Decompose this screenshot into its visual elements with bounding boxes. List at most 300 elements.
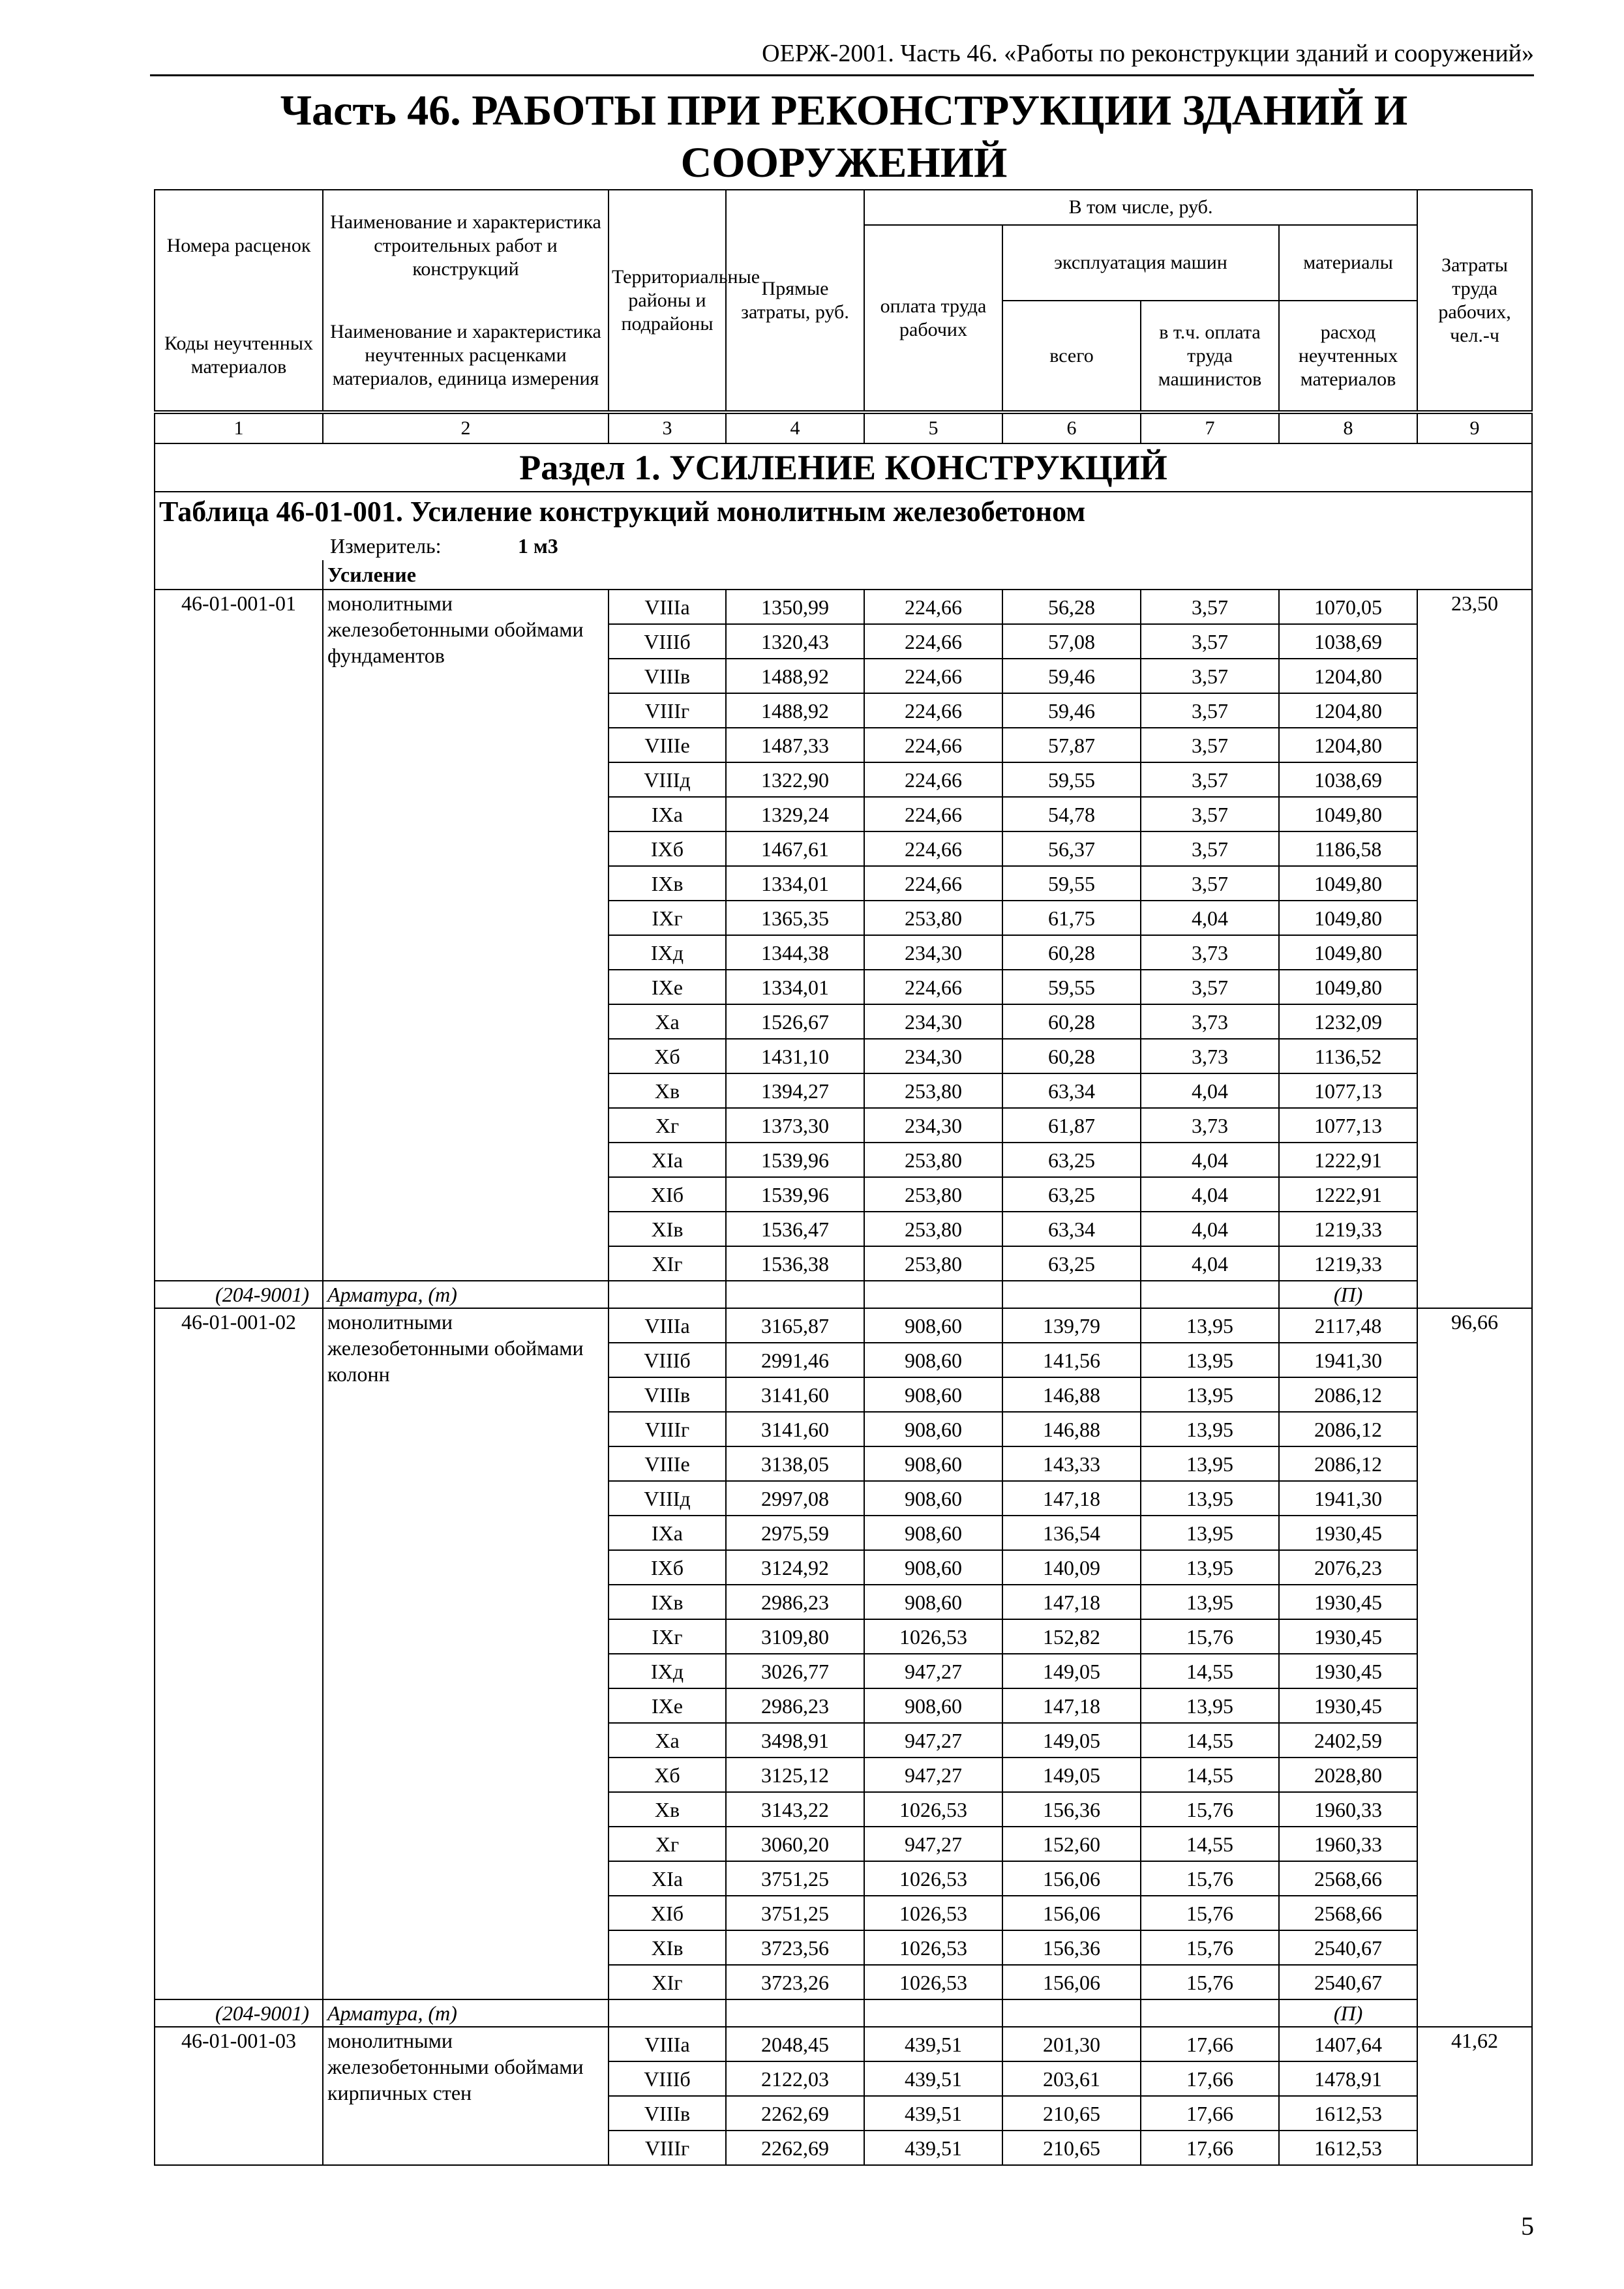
cell: 1960,33 <box>1279 1792 1417 1827</box>
cell: 139,79 <box>1002 1308 1141 1343</box>
table-row <box>155 2027 1532 2061</box>
cell: 1467,61 <box>726 831 864 866</box>
cell: 1394,27 <box>726 1073 864 1108</box>
cell: 17,66 <box>1141 2027 1279 2061</box>
cell: 57,08 <box>1002 624 1141 659</box>
cell: 156,36 <box>1002 1792 1141 1827</box>
material-row <box>155 1999 1532 2027</box>
cell: 1049,80 <box>1279 970 1417 1004</box>
header-material-codes: Коды неучтенных материалов <box>155 301 323 412</box>
cell: 1930,45 <box>1279 1654 1417 1688</box>
cell: IXа <box>609 797 726 831</box>
cell: 63,25 <box>1002 1246 1141 1281</box>
material-amount: (П) <box>1279 1999 1417 2027</box>
cell: XIв <box>609 1212 726 1246</box>
cell: 224,66 <box>864 866 1002 901</box>
column-number: 9 <box>1417 412 1532 443</box>
header-direct-costs: Прямые затраты, руб. <box>726 190 864 412</box>
header-machines-total: всего <box>1002 301 1141 412</box>
cell: 59,55 <box>1002 866 1141 901</box>
cell: 13,95 <box>1141 1343 1279 1377</box>
cell: VIIIв <box>609 1377 726 1412</box>
header-including: В том числе, руб. <box>864 190 1417 225</box>
empty-cell <box>1141 1281 1279 1308</box>
cell: 149,05 <box>1002 1654 1141 1688</box>
cell: 1026,53 <box>864 1619 1002 1654</box>
cell: 63,34 <box>1002 1212 1141 1246</box>
header-labor: Затраты труда рабочих, чел.-ч <box>1417 190 1532 412</box>
subtitle: Усиление <box>323 560 1532 590</box>
cell: 63,25 <box>1002 1143 1141 1177</box>
cell: 63,34 <box>1002 1073 1141 1108</box>
section-title-row <box>155 443 1532 492</box>
work-name: монолитными железобетонными обоймами колонн <box>323 1308 609 1999</box>
cell: Xб <box>609 1758 726 1792</box>
cell: 1941,30 <box>1279 1343 1417 1377</box>
cell: 439,51 <box>864 2061 1002 2096</box>
cell: 2086,12 <box>1279 1446 1417 1481</box>
cell: 1612,53 <box>1279 2131 1417 2165</box>
labor-cost: 23,50 <box>1417 590 1532 1308</box>
header-machinist-wages: в т.ч. оплата труда машинистов <box>1141 301 1279 412</box>
cell: VIIIв <box>609 659 726 693</box>
cell: 210,65 <box>1002 2096 1141 2131</box>
cell: 14,55 <box>1141 1723 1279 1758</box>
column-number: 1 <box>155 412 323 443</box>
cell: 210,65 <box>1002 2131 1141 2165</box>
cell: 253,80 <box>864 1073 1002 1108</box>
cell: VIIIд <box>609 1481 726 1516</box>
cell: IXг <box>609 1619 726 1654</box>
cell: 1077,13 <box>1279 1073 1417 1108</box>
cell: VIIIе <box>609 728 726 762</box>
cell: 1365,35 <box>726 901 864 935</box>
cell: 1612,53 <box>1279 2096 1417 2131</box>
labor-cost: 41,62 <box>1417 2027 1532 2165</box>
cell: IXв <box>609 1585 726 1619</box>
cell: 3141,60 <box>726 1412 864 1446</box>
cell: 61,87 <box>1002 1108 1141 1143</box>
cell: 908,60 <box>864 1481 1002 1516</box>
empty-cell <box>609 1281 726 1308</box>
cell: 253,80 <box>864 1212 1002 1246</box>
column-number: 5 <box>864 412 1002 443</box>
header-material-consumption: расход неучтенных материалов <box>1279 301 1417 412</box>
cell: 224,66 <box>864 797 1002 831</box>
empty-cell <box>1002 1281 1141 1308</box>
subtitle-spacer <box>155 560 323 590</box>
unit-cell <box>155 531 1532 560</box>
cell: 1536,38 <box>726 1246 864 1281</box>
cell: 147,18 <box>1002 1585 1141 1619</box>
cell: 3060,20 <box>726 1827 864 1861</box>
header-regions: Территориальные районы и подрайоны <box>609 190 726 412</box>
cell: 947,27 <box>864 1758 1002 1792</box>
running-header: ОЕРЖ-2001. Часть 46. «Работы по реконструкции зданий и сооружений» <box>150 39 1534 76</box>
cell: 4,04 <box>1141 1246 1279 1281</box>
cell: 203,61 <box>1002 2061 1141 2096</box>
cell: 17,66 <box>1141 2061 1279 2096</box>
cell: 3138,05 <box>726 1446 864 1481</box>
cell: VIIIб <box>609 2061 726 2096</box>
material-amount: (П) <box>1279 1281 1417 1308</box>
cell: 3,57 <box>1141 797 1279 831</box>
header-name: Наименование и характеристика строительных работ и конструкций <box>323 190 609 301</box>
cell: 141,56 <box>1002 1343 1141 1377</box>
cell: 1026,53 <box>864 1861 1002 1896</box>
cell: IXб <box>609 831 726 866</box>
cell: 3141,60 <box>726 1377 864 1412</box>
cell: 146,88 <box>1002 1377 1141 1412</box>
cell: 2402,59 <box>1279 1723 1417 1758</box>
cell: 1049,80 <box>1279 935 1417 970</box>
cell: 1077,13 <box>1279 1108 1417 1143</box>
cell: 2568,66 <box>1279 1861 1417 1896</box>
cell: 4,04 <box>1141 1073 1279 1108</box>
unit-value: 1 м3 <box>518 534 558 558</box>
cell: 3,57 <box>1141 970 1279 1004</box>
material-name: Арматура, (т) <box>323 1999 609 2027</box>
cell: 3,57 <box>1141 624 1279 659</box>
cell: 3,73 <box>1141 935 1279 970</box>
cell: 2086,12 <box>1279 1412 1417 1446</box>
cell: 2568,66 <box>1279 1896 1417 1930</box>
cell: 1038,69 <box>1279 762 1417 797</box>
cell: 1488,92 <box>726 659 864 693</box>
cell: 439,51 <box>864 2027 1002 2061</box>
empty-cell <box>726 1281 864 1308</box>
cell: 1186,58 <box>1279 831 1417 866</box>
header-machines: эксплуатация машин <box>1002 225 1279 301</box>
header-material-name: Наименование и характеристика неучтенных расценками материалов, единица измерения <box>323 301 609 412</box>
cell: 2540,67 <box>1279 1965 1417 1999</box>
cell: 156,06 <box>1002 1965 1141 1999</box>
cell: 253,80 <box>864 1177 1002 1212</box>
cell: 439,51 <box>864 2131 1002 2165</box>
cell: 54,78 <box>1002 797 1141 831</box>
page-number: 5 <box>1521 2211 1534 2241</box>
cell: 908,60 <box>864 1550 1002 1585</box>
column-number: 3 <box>609 412 726 443</box>
cell: 1222,91 <box>1279 1177 1417 1212</box>
cell: 1049,80 <box>1279 797 1417 831</box>
cell: 13,95 <box>1141 1585 1279 1619</box>
cell: VIIIб <box>609 1343 726 1377</box>
column-number: 6 <box>1002 412 1141 443</box>
cell: 3751,25 <box>726 1896 864 1930</box>
cell: 947,27 <box>864 1723 1002 1758</box>
cell: 2086,12 <box>1279 1377 1417 1412</box>
cell: 13,95 <box>1141 1377 1279 1412</box>
cell: Xг <box>609 1108 726 1143</box>
cell: 1930,45 <box>1279 1585 1417 1619</box>
cell: 13,95 <box>1141 1481 1279 1516</box>
unit-row <box>155 531 1532 560</box>
cell: 17,66 <box>1141 2096 1279 2131</box>
column-numbers-row <box>155 412 1532 443</box>
cell: 253,80 <box>864 1143 1002 1177</box>
cell: 14,55 <box>1141 1827 1279 1861</box>
cell: 156,36 <box>1002 1930 1141 1965</box>
cell: 2991,46 <box>726 1343 864 1377</box>
cell: 4,04 <box>1141 1143 1279 1177</box>
cell: VIIIб <box>609 624 726 659</box>
cell: VIIIв <box>609 2096 726 2131</box>
cell: 2986,23 <box>726 1688 864 1723</box>
cell: 1026,53 <box>864 1930 1002 1965</box>
subtitle-row <box>155 560 1532 590</box>
cell: 61,75 <box>1002 901 1141 935</box>
cell: 908,60 <box>864 1412 1002 1446</box>
cell: 3,57 <box>1141 762 1279 797</box>
cell: VIIIа <box>609 2027 726 2061</box>
cell: 224,66 <box>864 762 1002 797</box>
cell: 1930,45 <box>1279 1619 1417 1654</box>
cell: 1488,92 <box>726 693 864 728</box>
cell: 15,76 <box>1141 1619 1279 1654</box>
cell: 146,88 <box>1002 1412 1141 1446</box>
cell: IXе <box>609 1688 726 1723</box>
cell: 224,66 <box>864 728 1002 762</box>
cell: XIб <box>609 1896 726 1930</box>
page-title <box>154 85 1534 189</box>
cell: 156,06 <box>1002 1896 1141 1930</box>
cell: 1038,69 <box>1279 624 1417 659</box>
empty-cell <box>1141 1999 1279 2027</box>
cell: 1222,91 <box>1279 1143 1417 1177</box>
cell: 1407,64 <box>1279 2027 1417 2061</box>
cell: 57,87 <box>1002 728 1141 762</box>
cell: 908,60 <box>864 1688 1002 1723</box>
cell: 1344,38 <box>726 935 864 970</box>
cell: 947,27 <box>864 1654 1002 1688</box>
cell: 3124,92 <box>726 1550 864 1585</box>
cell: 3751,25 <box>726 1861 864 1896</box>
cell: 59,46 <box>1002 659 1141 693</box>
cell: 156,06 <box>1002 1861 1141 1896</box>
cell: XIб <box>609 1177 726 1212</box>
cell: IXд <box>609 1654 726 1688</box>
cell: 1049,80 <box>1279 866 1417 901</box>
cell: VIIIд <box>609 762 726 797</box>
cell: 2997,08 <box>726 1481 864 1516</box>
cell: Xг <box>609 1827 726 1861</box>
cell: 1431,10 <box>726 1039 864 1073</box>
cell: 1539,96 <box>726 1143 864 1177</box>
cell: 2048,45 <box>726 2027 864 2061</box>
cell: 908,60 <box>864 1377 1002 1412</box>
cell: 1930,45 <box>1279 1688 1417 1723</box>
cell: 3026,77 <box>726 1654 864 1688</box>
cell: VIIIг <box>609 2131 726 2165</box>
cell: 15,76 <box>1141 1930 1279 1965</box>
cell: 908,60 <box>864 1308 1002 1343</box>
cell: 1478,91 <box>1279 2061 1417 2096</box>
cell: 224,66 <box>864 693 1002 728</box>
header-codes: Номера расценок <box>155 190 323 301</box>
cell: 908,60 <box>864 1585 1002 1619</box>
header-row-1 <box>155 190 1532 225</box>
cell: Xа <box>609 1004 726 1039</box>
cell: 3109,80 <box>726 1619 864 1654</box>
cell: 13,95 <box>1141 1688 1279 1723</box>
cell: IXе <box>609 970 726 1004</box>
cell: IXд <box>609 935 726 970</box>
page-title-line2: СООРУЖЕНИЙ <box>680 139 1008 187</box>
cell: 59,55 <box>1002 970 1141 1004</box>
cell: VIIIг <box>609 1412 726 1446</box>
cell: 13,95 <box>1141 1550 1279 1585</box>
cell: 224,66 <box>864 590 1002 624</box>
cell: 224,66 <box>864 624 1002 659</box>
cell: 1334,01 <box>726 970 864 1004</box>
unit-label: Измеритель: <box>330 534 442 558</box>
cell: 3,57 <box>1141 866 1279 901</box>
cell: 17,66 <box>1141 2131 1279 2165</box>
column-number: 8 <box>1279 412 1417 443</box>
cell: 3498,91 <box>726 1723 864 1758</box>
cell: 234,30 <box>864 1108 1002 1143</box>
cell: XIа <box>609 1143 726 1177</box>
table-title-row <box>155 492 1532 531</box>
cell: 1329,24 <box>726 797 864 831</box>
empty-cell <box>1002 1999 1141 2027</box>
cell: 15,76 <box>1141 1965 1279 1999</box>
empty-cell <box>864 1281 1002 1308</box>
cell: 2117,48 <box>1279 1308 1417 1343</box>
cell: 3,73 <box>1141 1108 1279 1143</box>
cell: 1136,52 <box>1279 1039 1417 1073</box>
cell: VIIIг <box>609 693 726 728</box>
cell: 13,95 <box>1141 1308 1279 1343</box>
cell: 63,25 <box>1002 1177 1141 1212</box>
cell: 56,37 <box>1002 831 1141 866</box>
cell: 3143,22 <box>726 1792 864 1827</box>
cell: 1070,05 <box>1279 590 1417 624</box>
cell: 1334,01 <box>726 866 864 901</box>
material-code: (204-9001) <box>155 1999 323 2027</box>
cell: 234,30 <box>864 1039 1002 1073</box>
cell: 13,95 <box>1141 1516 1279 1550</box>
cell: 1026,53 <box>864 1896 1002 1930</box>
cell: 3,57 <box>1141 590 1279 624</box>
cell: 60,28 <box>1002 1039 1141 1073</box>
cell: 224,66 <box>864 831 1002 866</box>
cell: 1232,09 <box>1279 1004 1417 1039</box>
cell: 3723,56 <box>726 1930 864 1965</box>
cell: 3,57 <box>1141 831 1279 866</box>
cell: 1350,99 <box>726 590 864 624</box>
cell: 59,55 <box>1002 762 1141 797</box>
cell: 1219,33 <box>1279 1246 1417 1281</box>
cell: 3,73 <box>1141 1039 1279 1073</box>
cell: 1219,33 <box>1279 1212 1417 1246</box>
cell: XIг <box>609 1965 726 1999</box>
rate-code: 46-01-001-01 <box>155 590 323 1281</box>
cell: 2540,67 <box>1279 1930 1417 1965</box>
material-name: Арматура, (т) <box>323 1281 609 1308</box>
cell: 147,18 <box>1002 1688 1141 1723</box>
cell: 2986,23 <box>726 1585 864 1619</box>
table-row <box>155 1308 1532 1343</box>
cell: 147,18 <box>1002 1481 1141 1516</box>
cell: Xа <box>609 1723 726 1758</box>
cell: 1930,45 <box>1279 1516 1417 1550</box>
cell: Xв <box>609 1073 726 1108</box>
cell: 13,95 <box>1141 1446 1279 1481</box>
work-name: монолитными железобетонными обоймами кирпичных стен <box>323 2027 609 2165</box>
cell: IXб <box>609 1550 726 1585</box>
cell: 3,57 <box>1141 659 1279 693</box>
cell: 60,28 <box>1002 1004 1141 1039</box>
cell: 15,76 <box>1141 1792 1279 1827</box>
cell: IXв <box>609 866 726 901</box>
cell: 1960,33 <box>1279 1827 1417 1861</box>
cell: 3,73 <box>1141 1004 1279 1039</box>
cell: VIIIа <box>609 1308 726 1343</box>
cell: 2975,59 <box>726 1516 864 1550</box>
cell: 4,04 <box>1141 1177 1279 1212</box>
cell: 59,46 <box>1002 693 1141 728</box>
cell: 56,28 <box>1002 590 1141 624</box>
column-number: 2 <box>323 412 609 443</box>
cell: 149,05 <box>1002 1758 1141 1792</box>
rate-code: 46-01-001-03 <box>155 2027 323 2165</box>
cell: 253,80 <box>864 901 1002 935</box>
cell: 1026,53 <box>864 1792 1002 1827</box>
cell: 947,27 <box>864 1827 1002 1861</box>
labor-cost: 96,66 <box>1417 1308 1532 2027</box>
cell: 3165,87 <box>726 1308 864 1343</box>
material-code: (204-9001) <box>155 1281 323 1308</box>
cell: 439,51 <box>864 2096 1002 2131</box>
material-row <box>155 1281 1532 1308</box>
cell: 152,82 <box>1002 1619 1141 1654</box>
cell: 3125,12 <box>726 1758 864 1792</box>
empty-cell <box>726 1999 864 2027</box>
cell: 140,09 <box>1002 1550 1141 1585</box>
cell: 3,57 <box>1141 693 1279 728</box>
cell: 152,60 <box>1002 1827 1141 1861</box>
cell: 908,60 <box>864 1343 1002 1377</box>
section-title: Раздел 1. УСИЛЕНИЕ КОНСТРУКЦИЙ <box>155 443 1532 492</box>
cell: 60,28 <box>1002 935 1141 970</box>
cell: 2076,23 <box>1279 1550 1417 1585</box>
cell: IXг <box>609 901 726 935</box>
work-name: монолитными железобетонными обоймами фундаментов <box>323 590 609 1281</box>
cell: 1536,47 <box>726 1212 864 1246</box>
cell: 1539,96 <box>726 1177 864 1212</box>
cell: 15,76 <box>1141 1896 1279 1930</box>
cell: 13,95 <box>1141 1412 1279 1446</box>
cell: 3723,26 <box>726 1965 864 1999</box>
cell: 149,05 <box>1002 1723 1141 1758</box>
cell: IXа <box>609 1516 726 1550</box>
table-row <box>155 590 1532 624</box>
cell: 3,57 <box>1141 728 1279 762</box>
cell: 4,04 <box>1141 901 1279 935</box>
cell: 136,54 <box>1002 1516 1141 1550</box>
page-title-line1: Часть 46. РАБОТЫ ПРИ РЕКОНСТРУКЦИИ ЗДАНИЙ И <box>280 87 1408 134</box>
cell: 2262,69 <box>726 2131 864 2165</box>
cell: 1204,80 <box>1279 693 1417 728</box>
rate-code: 46-01-001-02 <box>155 1308 323 1999</box>
cell: 234,30 <box>864 935 1002 970</box>
header-wages: оплата труда рабочих <box>864 225 1002 412</box>
cell: 1487,33 <box>726 728 864 762</box>
cell: 14,55 <box>1141 1758 1279 1792</box>
cell: 1320,43 <box>726 624 864 659</box>
